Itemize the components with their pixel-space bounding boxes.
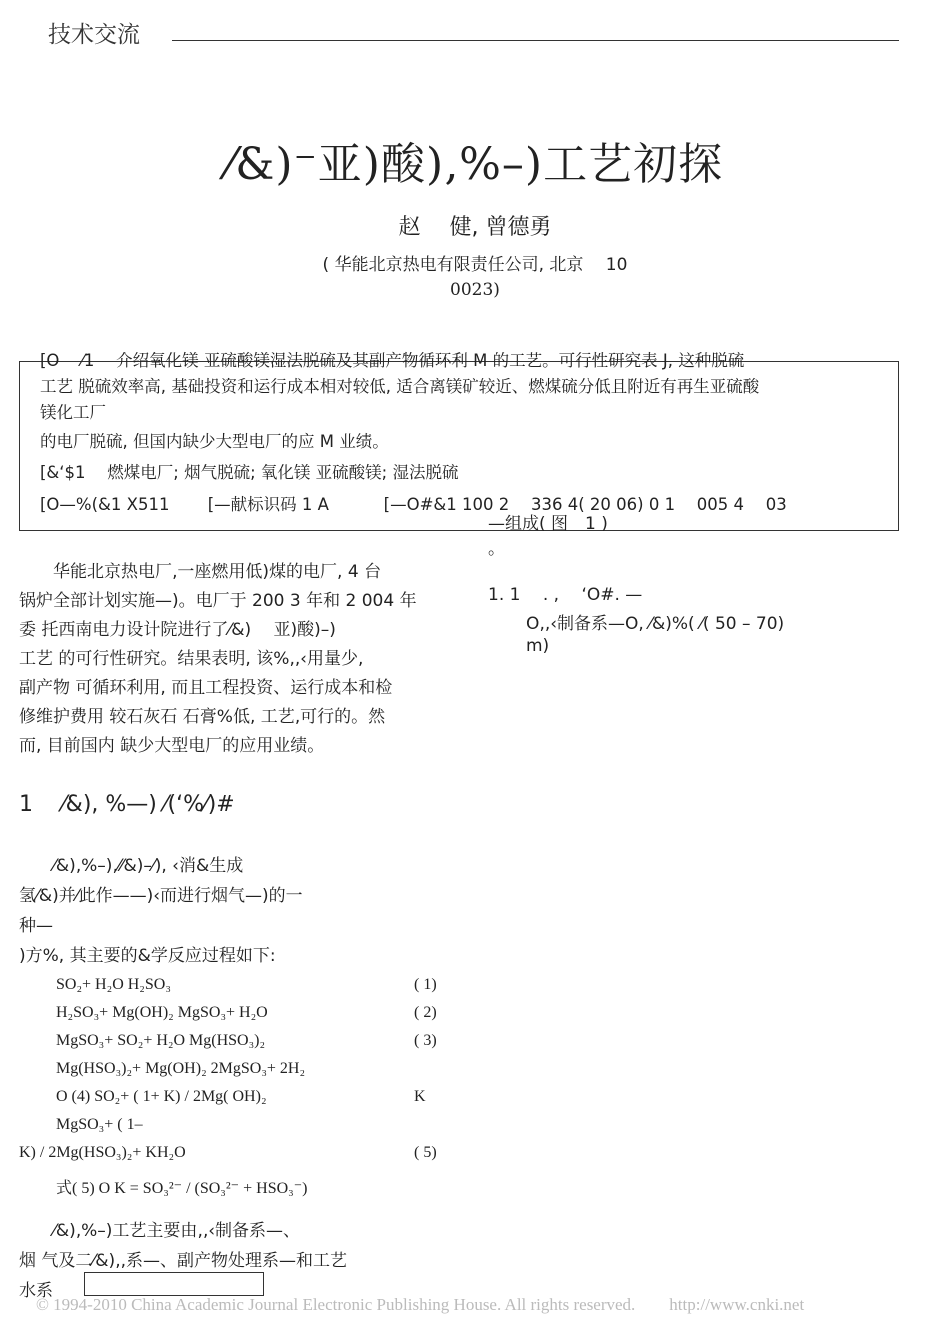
- body-line: ⁄&)‚%–)‚⁄⁄&)–⁄), ‹消&生成: [19, 856, 244, 876]
- body-line: )方%, 其主要的&学反应过程如下:: [19, 946, 276, 966]
- intro-line: 华能北京热电厂‚一座燃用低)煤的电厂, 4 台: [19, 562, 382, 582]
- classification-line: [O—%(&1 X511 [—献标识码 1 A [—O#&1 100 2 336 4( 20 06) 0 1 005 4 03: [40, 495, 787, 514]
- subsection-heading: 1. 1 . , ‘O#. —: [488, 585, 643, 605]
- affiliation-line-1: ( 华能北京热电有限责任公司, 北京 10: [322, 255, 628, 275]
- equation-number: ( 5): [414, 1144, 437, 1161]
- intro-line: 而, 目前国内 缺少大型电厂的应用业绩。: [19, 736, 325, 756]
- body-line: 水系: [19, 1281, 53, 1301]
- body-line: 种—: [19, 916, 53, 936]
- intro-line: 工艺 的可行性研究。结果表明, 该%‚‚‹用量少,: [19, 649, 364, 669]
- equation: 式( 5) O K = SO₃²⁻ / (SO₃²⁻ + HSO₃⁻): [56, 1180, 308, 1197]
- keywords: [&‘$1 燃煤电厂; 烟气脱硫; 氧化镁 亚硫酸镁; 湿法脱硫: [40, 463, 459, 482]
- equation: Mg(HSO₃)₂+ Mg(OH)₂ 2MgSO₃+ 2H₂: [56, 1060, 306, 1077]
- body-line: ⁄&)‚%–)工艺主要由‚‚‹制备系—、: [19, 1221, 301, 1241]
- affiliation-line-2: 0023): [450, 280, 500, 300]
- intro-line: 委 托西南电力设计院进行了⁄&) 亚)酸)–): [19, 620, 336, 640]
- abstract-line: 镁化工厂: [40, 403, 106, 422]
- abstract-line: 的电厂脱硫, 但国内缺少大型电厂的应 M 业绩。: [40, 432, 389, 451]
- text-line: O‚‚‹制备系—O, ⁄&)%( ⁄( 50 – 70): [526, 614, 785, 634]
- figure-reference: —组成( 图 1 ): [488, 514, 608, 534]
- abstract-line: [O ⁄1 介绍氧化镁 亚硫酸镁湿法脱硫及其副产物循环利 M 的工艺。可行性研究表 J, 这种脱硫: [40, 351, 745, 370]
- equation: O (4) SO₂+ ( 1+ K) / 2Mg( OH)₂: [56, 1088, 267, 1105]
- intro-line: 副产物 可循环利用, 而且工程投资、运行成本和检: [19, 678, 393, 698]
- section-heading: 1 ⁄&), %—) ⁄(‘%⁄)#: [19, 792, 235, 817]
- text-line: m): [526, 636, 550, 656]
- equation-number: ( 2): [414, 1004, 437, 1021]
- intro-line: 锅炉全部计划实施—)。电厂于 200 3 年和 2 004 年: [19, 591, 417, 611]
- equation-number: K: [414, 1088, 426, 1105]
- header-rule: [172, 40, 899, 41]
- equation: SO₂+ H₂O H₂SO₃: [56, 976, 171, 993]
- body-line: 氢⁄&)并⁄此作——)‹而进行烟气—)的一: [19, 886, 303, 906]
- equation-number: ( 3): [414, 1032, 437, 1049]
- abstract-line: 工艺 脱硫效率高, 基础投资和运行成本相对较低, 适合离镁矿较近、燃煤硫分低且附近有再生亚硫酸: [40, 377, 760, 396]
- equation-number: ( 1): [414, 976, 437, 993]
- authors: 赵 健, 曾德勇: [398, 215, 552, 240]
- body-line: 烟 气及二⁄&)‚‚系—、副产物处理系—和工艺: [19, 1251, 347, 1271]
- equation: K) / 2Mg(HSO₃)₂+ KH₂O: [19, 1144, 186, 1161]
- equation: MgSO₃+ ( 1–: [56, 1116, 143, 1133]
- copyright-footer: © 1994-2010 China Academic Journal Electronic Publishing House. All rights reserved. http://www.cnki.net: [36, 1295, 805, 1314]
- text-line: 。: [488, 539, 505, 559]
- intro-line: 修维护费用 较石灰石 石膏%低, 工艺‚可行的。然: [19, 707, 386, 727]
- equation: MgSO₃+ SO₂+ H₂O Mg(HSO₃)₂: [56, 1032, 266, 1049]
- equation: H₂SO₃+ Mg(OH)₂ MgSO₃+ H₂O: [56, 1004, 268, 1021]
- running-header: 技术交流: [48, 22, 140, 48]
- article-title: ⁄&)⁻亚)酸)‚%–)工艺初探: [226, 139, 724, 190]
